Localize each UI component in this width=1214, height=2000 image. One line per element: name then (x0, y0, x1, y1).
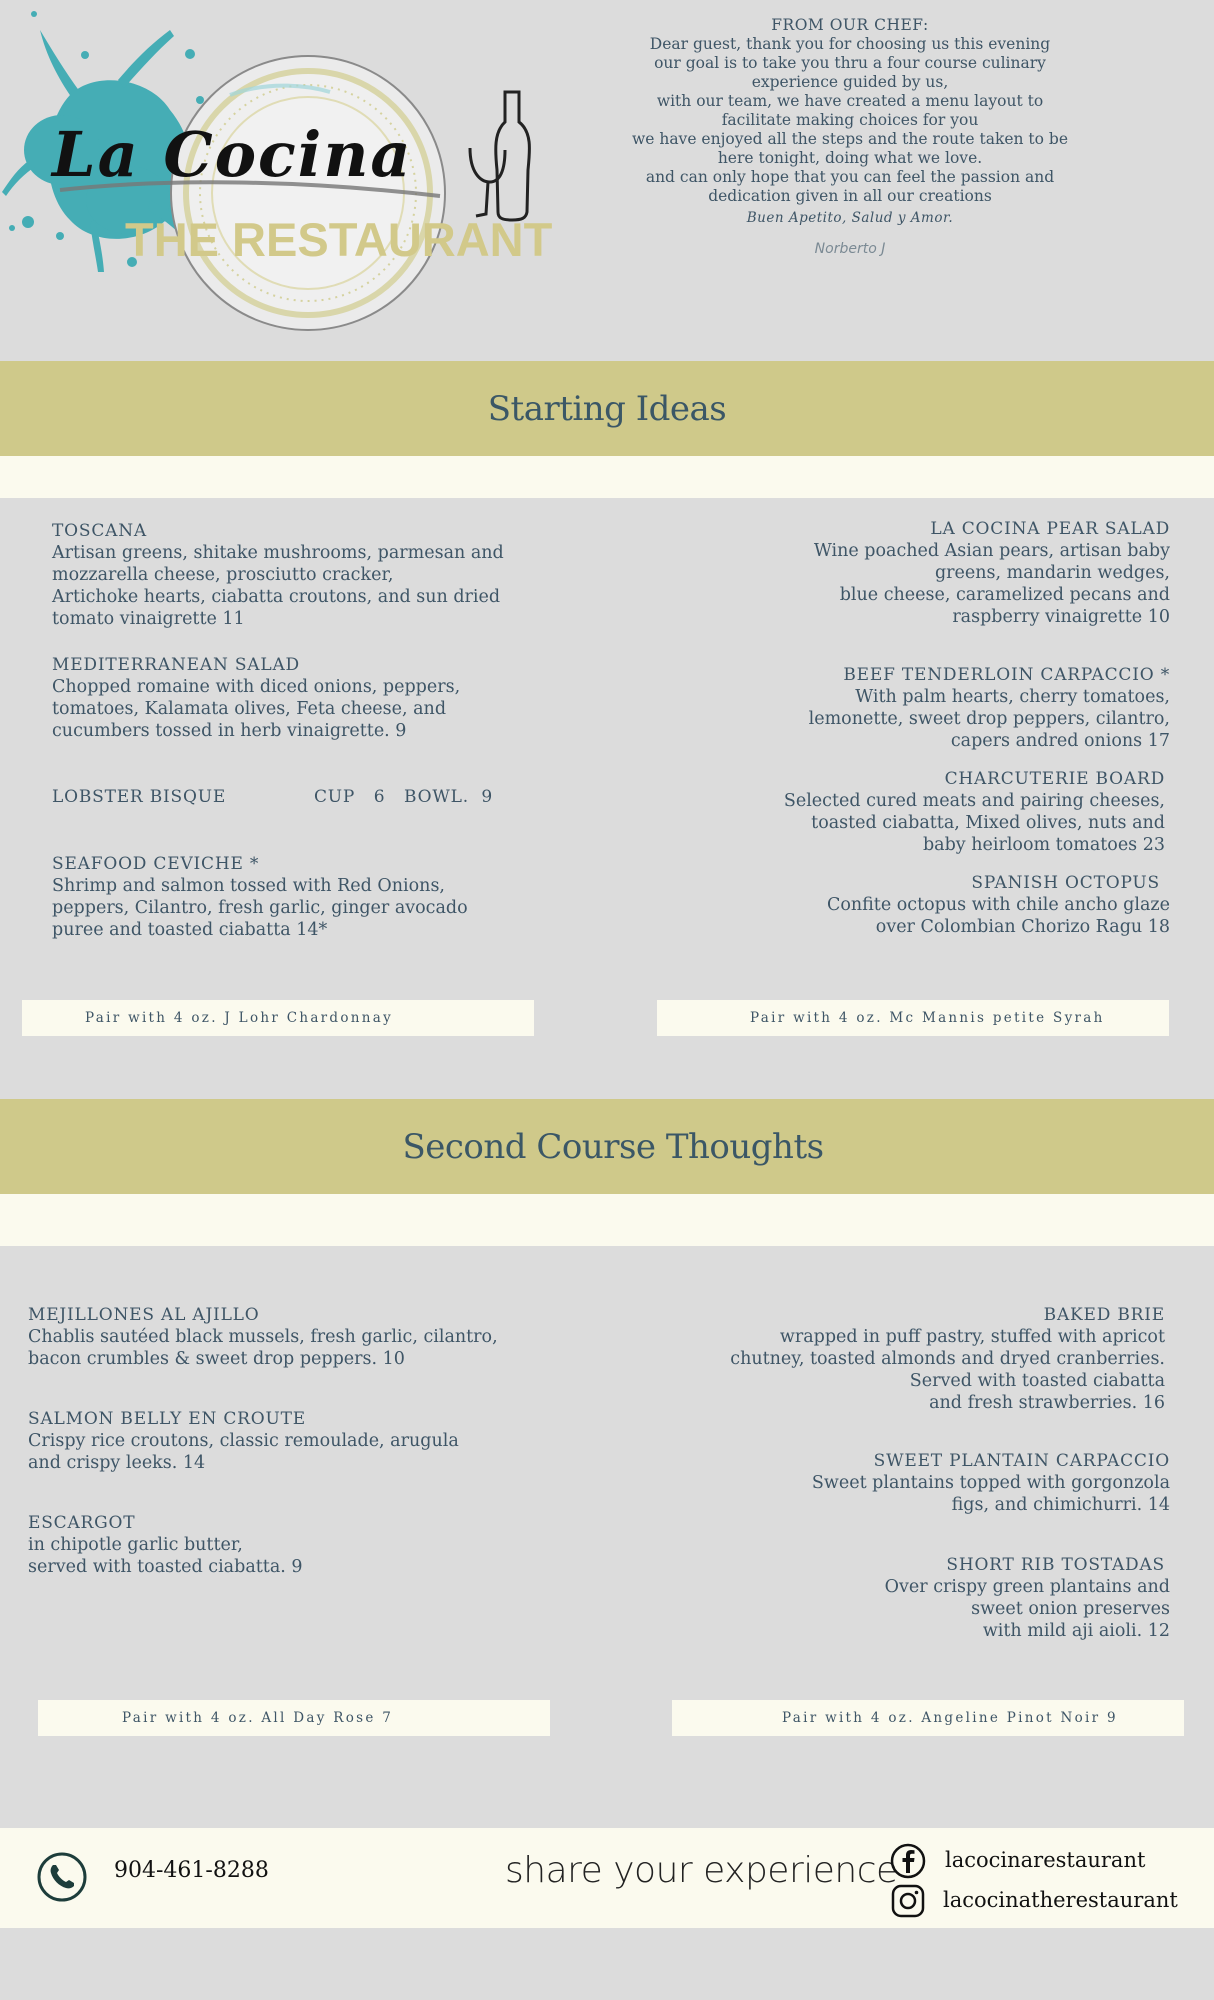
chef-note-line: here tonight, doing what we love. (717, 149, 983, 167)
section-cream-strip (0, 456, 1214, 498)
chef-note-line: with our team, we have created a menu layout to (656, 92, 1044, 110)
instagram-icon[interactable] (890, 1883, 926, 1923)
menu-item-salmon-belly (28, 1408, 548, 1474)
section-band-starting (0, 361, 1214, 456)
menu-item-name: ESCARGOT (28, 1513, 136, 1533)
wine-pairing-right (657, 1000, 1169, 1036)
chef-note-line: Dear guest, thank you for choosing us this evening (649, 35, 1051, 53)
chef-note-title: FROM OUR CHEF: (771, 16, 929, 34)
menu-item-desc: Sweet plantains topped with gorgonzola (811, 1473, 1170, 1493)
wine-pairing-text: Pair with 4 oz. Mc Mannis petite Syrah (750, 1010, 1105, 1026)
menu-item-toscana (52, 520, 532, 630)
menu-item-name: LOBSTER BISQUE (52, 787, 227, 807)
menu-item-desc: tomatoes, Kalamata olives, Feta cheese, and (52, 699, 447, 719)
menu-item-desc: With palm hearts, cherry tomatoes, (855, 687, 1170, 707)
menu-item-pear-salad (690, 518, 1170, 628)
chef-sign-off: Buen Apetito, Salud y Amor. (746, 210, 954, 226)
section-band-second (0, 1099, 1214, 1194)
menu-item-charcuterie-board (690, 768, 1165, 856)
menu-item-name: LA COCINA PEAR SALAD (930, 519, 1170, 539)
wine-pairing-right (672, 1700, 1184, 1736)
menu-item-name: SEAFOOD CEVICHE * (52, 854, 260, 874)
chef-note-line: our goal is to take you thru a four course culinary (654, 54, 1046, 72)
menu-item-desc: served with toasted ciabatta. 9 (28, 1557, 303, 1577)
facebook-handle-link[interactable]: lacocinarestaurant (945, 1848, 1146, 1872)
menu-item-desc: bacon crumbles & sweet drop peppers. 10 (28, 1349, 405, 1369)
menu-item-desc: over Colombian Chorizo Ragu 18 (875, 917, 1170, 937)
menu-item-desc: Wine poached Asian pears, artisan baby (813, 541, 1170, 561)
menu-item-desc: Artichoke hearts, ciabatta croutons, and sun dried (52, 587, 501, 607)
section-cream-strip (0, 1194, 1214, 1246)
menu-item-mejillones (28, 1304, 548, 1370)
chef-signature: Norberto J (814, 241, 886, 257)
menu-item-name: MEJILLONES AL AJILLO (28, 1305, 260, 1325)
menu-item-desc: Selected cured meats and pairing cheeses, (783, 791, 1165, 811)
menu-item-name: SWEET PLANTAIN CARPACCIO (873, 1451, 1170, 1471)
wine-pairing-text: Pair with 4 oz. All Day Rose 7 (122, 1710, 394, 1726)
menu-item-spanish-octopus (690, 872, 1170, 938)
facebook-icon[interactable] (890, 1843, 926, 1883)
menu-item-name: SALMON BELLY EN CROUTE (28, 1409, 306, 1429)
menu-item-desc: Chablis sautéed black mussels, fresh garlic, cilantro, (28, 1327, 498, 1347)
menu-item-desc: greens, mandarin wedges, (934, 563, 1170, 583)
chef-note-line: facilitate making choices for you (721, 111, 979, 129)
phone-icon (36, 1851, 88, 1907)
menu-item-desc: and fresh strawberries. 16 (929, 1393, 1165, 1413)
logo-subtitle: THE RESTAURANT (125, 213, 553, 266)
menu-item-desc: baby heirloom tomatoes 23 (922, 835, 1165, 855)
menu-item-mediterranean-salad (52, 654, 532, 742)
menu-item-desc: Over crispy green plantains and (884, 1577, 1170, 1597)
menu-item-name: SHORT RIB TOSTADAS (946, 1555, 1165, 1575)
menu-item-desc: blue cheese, caramelized pecans and (839, 585, 1170, 605)
menu-item-desc: raspberry vinaigrette 10 (952, 607, 1170, 627)
chef-note-line: we have enjoyed all the steps and the route taken to be (631, 130, 1069, 148)
menu-item-desc: Artisan greens, shitake mushrooms, parmesan and (52, 543, 504, 563)
share-tagline: share your experience (505, 1850, 898, 1891)
instagram-handle-link[interactable]: lacocinatherestaurant (943, 1888, 1178, 1912)
menu-item-desc: toasted ciabatta, Mixed olives, nuts and (811, 813, 1165, 833)
menu-item-desc: capers andred onions 17 (950, 731, 1170, 751)
logo-script-text: La Cocina (52, 118, 413, 191)
menu-item-baked-brie (660, 1304, 1165, 1414)
menu-item-name: TOSCANA (52, 521, 147, 541)
menu-item-desc: peppers, Cilantro, fresh garlic, ginger avocado (52, 898, 468, 918)
wine-pairing-left (22, 1000, 534, 1036)
menu-item-desc: puree and toasted ciabatta 14* (52, 920, 328, 940)
section-title-starting: Starting Ideas (487, 388, 727, 429)
menu-item-desc: and crispy leeks. 14 (28, 1453, 206, 1473)
menu-item-desc: lemonette, sweet drop peppers, cilantro, (808, 709, 1170, 729)
wine-pairing-text: Pair with 4 oz. Angeline Pinot Noir 9 (782, 1710, 1118, 1726)
chef-note (615, 16, 1085, 259)
chef-note-line: and can only hope that you can feel the passion and (645, 168, 1055, 186)
menu-item-short-rib (660, 1554, 1170, 1642)
menu-item-sweet-plantain (660, 1450, 1170, 1516)
menu-item-desc: chutney, toasted almonds and dryed cranberries. (730, 1349, 1165, 1369)
bisque-bowl-price: BOWL. 9 (404, 787, 493, 807)
menu-item-name: BEEF TENDERLOIN CARPACCIO * (843, 665, 1170, 685)
chef-note-line: dedication given in all our creations (708, 187, 992, 205)
menu-item-desc: Crispy rice croutons, classic remoulade, arugula (28, 1431, 459, 1451)
menu-item-desc: with mild aji aioli. 12 (982, 1621, 1170, 1641)
chef-note-line: experience guided by us, (751, 73, 949, 91)
menu-item-desc: Chopped romaine with diced onions, peppers, (52, 677, 461, 697)
restaurant-logo (0, 0, 560, 350)
wine-pairing-left (38, 1700, 550, 1736)
menu-item-seafood-ceviche (52, 853, 532, 941)
menu-item-name: SPANISH OCTOPUS (971, 873, 1160, 893)
menu-item-desc: figs, and chimichurri. 14 (951, 1495, 1170, 1515)
section-title-second: Second Course Thoughts (402, 1126, 824, 1167)
menu-item-beef-carpaccio (690, 664, 1170, 752)
menu-item-name: CHARCUTERIE BOARD (944, 769, 1165, 789)
phone-number-link[interactable]: 904-461-8288 (114, 1858, 269, 1883)
menu-item-desc: Served with toasted ciabatta (909, 1371, 1165, 1391)
menu-item-desc: tomato vinaigrette 11 (52, 609, 245, 629)
menu-item-name: BAKED BRIE (1043, 1305, 1165, 1325)
menu-item-escargot (28, 1512, 548, 1578)
menu-item-desc: wrapped in puff pastry, stuffed with apricot (779, 1327, 1165, 1347)
menu-item-name: MEDITERRANEAN SALAD (52, 655, 300, 675)
menu-item-desc: sweet onion preserves (971, 1599, 1170, 1619)
wine-pairing-text: Pair with 4 oz. J Lohr Chardonnay (85, 1010, 394, 1026)
menu-item-desc: mozzarella cheese, prosciutto cracker, (52, 565, 394, 585)
menu-item-desc: in chipotle garlic butter, (28, 1535, 243, 1555)
menu-item-lobster-bisque (52, 786, 532, 808)
footer (0, 1828, 1214, 1928)
menu-item-desc: cucumbers tossed in herb vinaigrette. 9 (52, 721, 407, 741)
bisque-cup-price: CUP 6 (314, 787, 386, 807)
menu-item-desc: Confite octopus with chile ancho glaze (826, 895, 1170, 915)
menu-item-desc: Shrimp and salmon tossed with Red Onions, (52, 876, 445, 896)
